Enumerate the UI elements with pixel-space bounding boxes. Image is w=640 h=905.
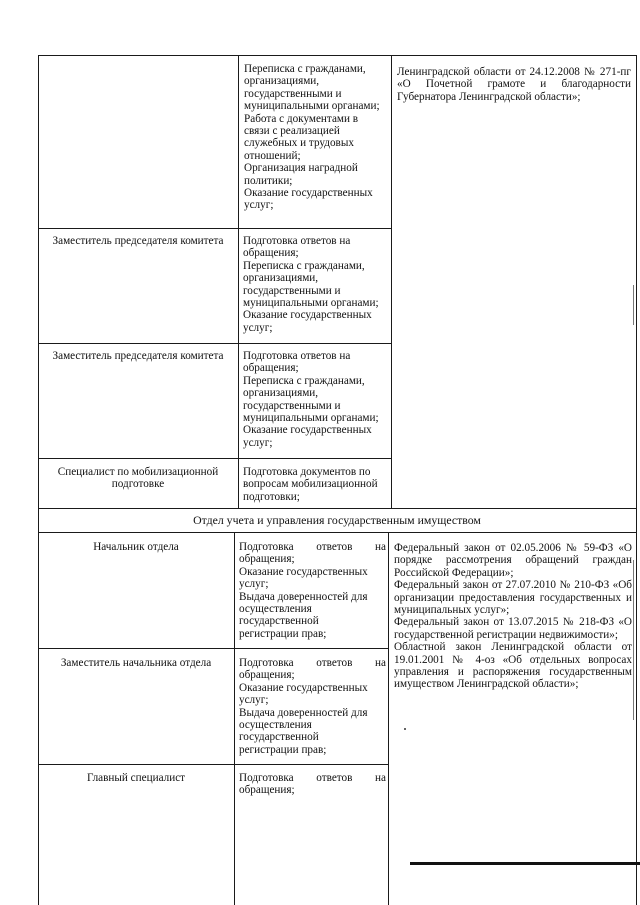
legal-basis-cell: Ленинградской области от 24.12.2008 № 271-пг «О Почетной грамоте и благодарности Губернатора Ленинградской области»; bbox=[397, 66, 631, 103]
row-divider bbox=[38, 458, 391, 459]
position-cell: Заместитель начальника отдела bbox=[60, 657, 212, 669]
column-divider-2-bottom bbox=[388, 532, 389, 905]
duties-cell: Подготовка документов по вопросам мобилизационной подготовки; bbox=[243, 466, 378, 503]
table-border-left bbox=[38, 55, 39, 905]
section-title: Отдел учета и управления государственным имуществом bbox=[193, 513, 481, 527]
duties-cell: Подготовка ответов на обращения; Оказание государственных услуг; Выдача доверенностей для осуществления государственной регистрации прав; bbox=[239, 541, 386, 640]
duties-cell: Подготовка ответов на обращения; Переписка с гражданами, организациями, государственными и муниципальными органами; Оказание государственных услуг; bbox=[243, 235, 379, 334]
column-divider-2-top bbox=[391, 55, 392, 508]
duties-cell: Подготовка ответов на обращения; bbox=[239, 772, 386, 797]
duties-cell: Подготовка ответов на обращения; Оказание государственных услуг; Выдача доверенностей для осуществления государственной регистрации прав; bbox=[239, 657, 386, 756]
table-border-right bbox=[636, 55, 637, 905]
section-divider-top bbox=[38, 508, 636, 509]
duties-cell: Переписка с гражданами, организациями, государственными и муниципальными органами; Работа с документами в связи с реализацией служебных и трудовых отношений; Организация наградной политики; Оказание государственных услуг; bbox=[244, 63, 380, 212]
position-cell: Главный специалист bbox=[86, 772, 186, 784]
position-cell: Заместитель председателя комитета bbox=[52, 235, 224, 247]
scan-edge-mark bbox=[633, 560, 634, 720]
row-divider bbox=[38, 228, 391, 229]
scan-edge-mark bbox=[633, 285, 634, 325]
scan-bottom-rule bbox=[410, 862, 640, 865]
row-divider bbox=[38, 648, 388, 649]
duties-cell: Подготовка ответов на обращения; Переписка с гражданами, организациями, государственными и муниципальными органами; Оказание государственных услуг; bbox=[243, 350, 379, 449]
column-divider-1-top bbox=[238, 55, 239, 508]
column-divider-1-bottom bbox=[234, 532, 235, 905]
row-divider bbox=[38, 764, 388, 765]
row-divider bbox=[38, 343, 391, 344]
legal-basis-cell: Федеральный закон от 02.05.2006 № 59-ФЗ «О порядке рассмотрения обращений граждан Российской Федерации»; Федеральный закон от 27.07.2010 № 210-ФЗ «Об организации предоставления государственных и муниципальных услуг»; Федеральный закон от 13.07.2015 № 218-ФЗ «О государственной регистрации недвижимости»; Областной закон Ленинградской области от 19.01.2001 № 4-оз «Об отдельных вопросах управления и распоряжения государственным имуществом Ленинградской области»; bbox=[394, 542, 632, 691]
scan-dot bbox=[404, 728, 406, 730]
position-cell: Специалист по мобилизационной подготовке bbox=[57, 466, 219, 491]
position-cell: Заместитель председателя комитета bbox=[52, 350, 224, 362]
section-divider-bottom bbox=[38, 532, 636, 533]
table-border-top bbox=[38, 55, 636, 56]
position-cell: Начальник отдела bbox=[93, 541, 179, 553]
